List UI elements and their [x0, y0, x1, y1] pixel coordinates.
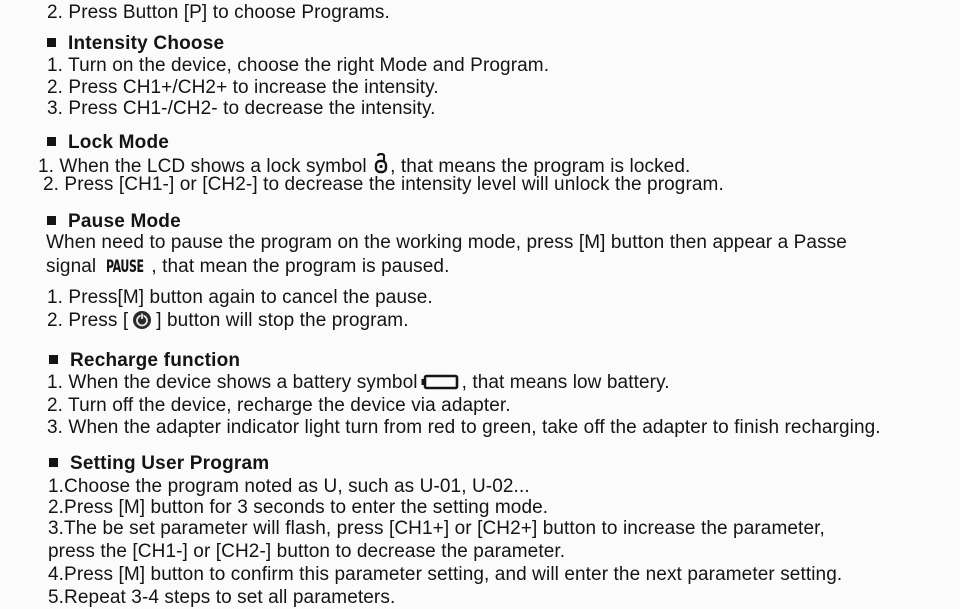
intensity-heading: [47, 33, 224, 55]
programs-step-2-text: 2. Press Button [P] to choose Programs.: [47, 2, 390, 23]
intensity-heading-text: Intensity Choose: [68, 33, 225, 54]
user-program-line-2: [48, 497, 548, 519]
pause-item-2-text-after: ] button will stop the program.: [156, 310, 409, 331]
user-program-line-4-text: press the [CH1-] or [CH2-] button to decrease the parameter.: [48, 541, 566, 562]
intensity-item-3-text: 3. Press CH1-/CH2- to decrease the intensity.: [47, 98, 436, 119]
recharge-item-2: [47, 395, 511, 417]
pause-paragraph-line-2-after: , that mean the program is paused.: [151, 256, 450, 277]
recharge-item-1: [47, 372, 670, 394]
pause-symbol-icon: PAUSE: [105, 257, 144, 277]
bullet-square-icon: [49, 458, 58, 467]
lock-item-1-text-before: 1. When the LCD shows a lock symbol: [38, 156, 367, 177]
lock-icon: [374, 153, 388, 175]
pause-item-1-text: 1. Press[M] button again to cancel the pause.: [47, 287, 433, 308]
pause-heading: [47, 211, 181, 233]
pause-item-2: [47, 310, 409, 332]
pause-item-2-text-before: 2. Press [: [47, 310, 129, 331]
lock-item-1-text-after: , that means the program is locked.: [390, 156, 691, 177]
pause-heading-text: Pause Mode: [68, 211, 181, 232]
user-program-line-3: [48, 518, 825, 540]
recharge-item-1-text-before: 1. When the device shows a battery symbol: [47, 372, 418, 393]
user-program-line-1-text: 1.Choose the program noted as U, such as U-01, U-02...: [48, 476, 530, 497]
pause-paragraph-line-2-before: signal: [46, 256, 97, 277]
user-program-line-2-text: 2.Press [M] button for 3 seconds to enter the setting mode.: [48, 497, 549, 518]
user-program-line-1: [48, 476, 530, 498]
bullet-square-icon: [47, 216, 56, 225]
power-icon: [132, 310, 152, 330]
bullet-square-icon: [47, 38, 56, 47]
lock-item-2: [43, 174, 724, 196]
pause-paragraph-line-1: [46, 232, 847, 254]
pause-paragraph-line-1-text: When need to pause the program on the working mode, press [M] button then appear a Passe: [46, 232, 847, 253]
programs-step-2: [47, 2, 390, 24]
intensity-item-2: [47, 77, 439, 99]
bullet-square-icon: [47, 137, 56, 146]
user-program-heading: [49, 453, 269, 475]
intensity-item-1: [47, 55, 549, 77]
user-program-line-5: [48, 564, 842, 586]
user-program-line-3-text: 3.The be set parameter will flash, press [CH1+] or [CH2+] button to increase the parameter,: [48, 518, 825, 539]
user-program-line-6: [48, 587, 395, 609]
recharge-item-3: [47, 417, 881, 439]
user-program-line-5-text: 4.Press [M] button to confirm this parameter setting, and will enter the next parameter setting.: [48, 564, 843, 585]
user-program-line-4: [48, 541, 565, 563]
intensity-item-2-text: 2. Press CH1+/CH2+ to increase the intensity.: [47, 77, 439, 98]
recharge-item-3-text: 3. When the adapter indicator light turn from red to green, take off the adapter to finish recharging.: [47, 417, 881, 438]
bullet-square-icon: [49, 355, 58, 364]
recharge-item-1-text-after: , that means low battery.: [461, 372, 670, 393]
recharge-item-2-text: 2. Turn off the device, recharge the device via adapter.: [47, 395, 511, 416]
intensity-item-1-text: 1. Turn on the device, choose the right Mode and Program.: [47, 55, 550, 76]
lock-heading-text: Lock Mode: [68, 132, 170, 153]
lock-heading: [47, 132, 169, 154]
battery-icon: [421, 374, 459, 390]
user-program-line-6-text: 5.Repeat 3-4 steps to set all parameters.: [48, 587, 396, 608]
pause-paragraph-line-2: [46, 256, 449, 278]
recharge-heading-text: Recharge function: [70, 350, 241, 371]
user-program-heading-text: Setting User Program: [70, 453, 270, 474]
pause-item-1: [47, 287, 433, 309]
intensity-item-3: [47, 98, 436, 120]
recharge-heading: [49, 350, 240, 372]
lock-item-2-text: 2. Press [CH1-] or [CH2-] to decrease the intensity level will unlock the program.: [43, 174, 724, 195]
